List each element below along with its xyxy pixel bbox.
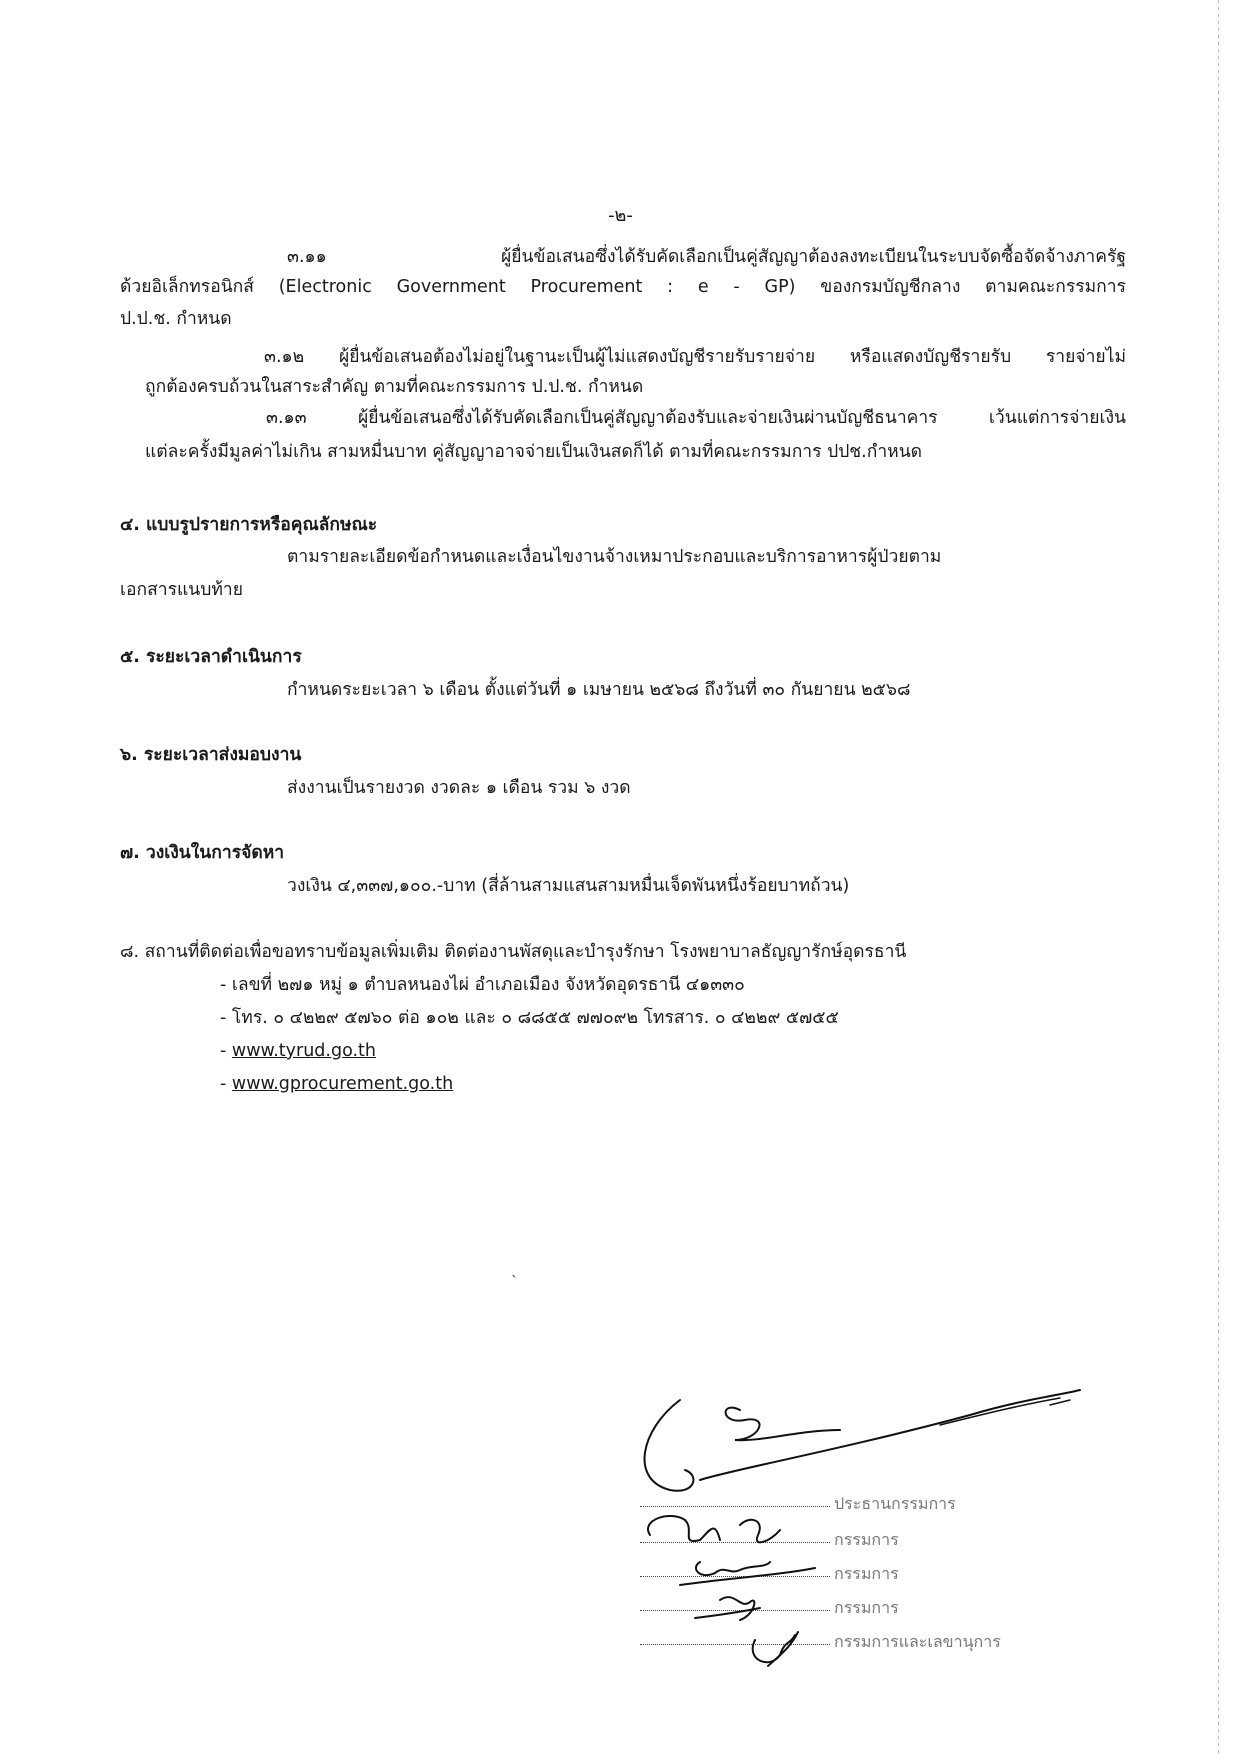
- clause-3-11-line2: ด้วยอิเล็กทรอนิกส์ (Electronic Government Procurement : e - GP) ของกรมบัญชีกลาง ตามคณะกรรมการ: [120, 277, 1126, 297]
- bullet-dash: -: [220, 1041, 232, 1061]
- clause-3-11-line3: ป.ป.ช. กำหนด: [120, 309, 232, 329]
- clause-3-13-line1: ๓.๑๓ ผู้ยื่นข้อเสนอซึ่งได้รับคัดเลือกเป็นคู่สัญญาต้องรับและจ่ายเงินผ่านบัญชีธนาคาร เว้นแต่การจ่ายเงิน: [266, 408, 1126, 428]
- signature-line: [640, 1506, 830, 1507]
- section-8-website1-row: [220, 1039, 376, 1063]
- section-6-text: ส่งงานเป็นรายงวด งวดละ ๑ เดือน รวม ๖ งวด: [287, 778, 631, 798]
- scan-edge-artifact: [1218, 0, 1219, 1755]
- section-7-text: วงเงิน ๔,๓๓๗,๑๐๐.-บาท (สี่ล้านสามแสนสามหมื่นเจ็ดพันหนึ่งร้อยบาทถ้วน): [287, 876, 850, 896]
- signature-line: [640, 1542, 830, 1543]
- signature-row-member-1: [640, 1528, 899, 1553]
- section-8-website2-row: [220, 1072, 453, 1096]
- clause-3-11-line1: ๓.๑๑ ผู้ยื่นข้อเสนอซึ่งได้รับคัดเลือกเป็นคู่สัญญาต้องลงทะเบียนในระบบจัดซื้อจัดจ้างภาครัฐ: [287, 247, 1126, 267]
- signature-role: กรรมการ: [834, 1530, 899, 1549]
- website-link-tyrud[interactable]: www.tyrud.go.th: [231, 1041, 376, 1061]
- stray-mark: ˎ: [511, 1262, 518, 1278]
- section-5-text: กำหนดระยะเวลา ๖ เดือน ตั้งแต่วันที่ ๑ เมษายน ๒๕๖๘ ถึงวันที่ ๓๐ กันยายน ๒๕๖๘: [287, 680, 911, 700]
- clause-3-12-line2: ถูกต้องครบถ้วนในสาระสำคัญ ตามที่คณะกรรมการ ป.ป.ช. กำหนด: [145, 377, 644, 397]
- signature-role: กรรมการ: [834, 1598, 899, 1617]
- section-6-heading: ๖. ระยะเวลาส่งมอบงาน: [120, 745, 302, 765]
- signature-role: กรรมการและเลขานุการ: [834, 1632, 1001, 1651]
- section-8-heading: ๘. สถานที่ติดต่อเพื่อขอทราบข้อมูลเพิ่มเติม ติดต่องานพัสดุและบำรุงรักษา โรงพยาบาลธัญญารักษ์อุดรธานี: [120, 942, 907, 962]
- signature-line: [640, 1576, 830, 1577]
- clause-3-13-line2: แต่ละครั้งมีมูลค่าไม่เกิน สามหมื่นบาท คู่สัญญาอาจจ่ายเป็นเงินสดก็ได้ ตามที่คณะกรรมการ ปปช.กำหนด: [145, 442, 923, 462]
- bullet-dash: -: [220, 1074, 232, 1094]
- section-5-heading: ๕. ระยะเวลาดำเนินการ: [120, 647, 302, 667]
- signature-role: ประธานกรรมการ: [834, 1494, 956, 1513]
- section-4-line2: เอกสารแนบท้าย: [120, 580, 243, 600]
- signature-role: กรรมการ: [834, 1564, 899, 1583]
- website-link-gprocurement[interactable]: www.gprocurement.go.th: [231, 1074, 454, 1094]
- section-8-address: - เลขที่ ๒๗๑ หมู่ ๑ ตำบลหนองไผ่ อำเภอเมือง จังหวัดอุดรธานี ๔๑๓๓๐: [220, 975, 745, 995]
- section-4-line1: ตามรายละเอียดข้อกำหนดและเงื่อนไขงานจ้างเหมาประกอบและบริการอาหารผู้ป่วยตาม: [287, 547, 942, 567]
- section-8-phone: - โทร. ๐ ๔๒๒๙ ๕๗๖๐ ต่อ ๑๐๒ และ ๐ ๘๘๕๕ ๗๗๐๙๒ โทรสาร. ๐ ๔๒๒๙ ๕๗๕๕: [220, 1008, 839, 1028]
- signature-row-chairman: [640, 1492, 956, 1517]
- signature-row-member-2: [640, 1562, 899, 1587]
- signature-block: [640, 1370, 1100, 1690]
- section-4-heading: ๔. แบบรูปรายการหรือคุณลักษณะ: [120, 515, 378, 535]
- clause-3-12-line1: ๓.๑๒ ผู้ยื่นข้อเสนอต้องไม่อยู่ในฐานะเป็นผู้ไม่แสดงบัญชีรายรับรายจ่าย หรือแสดงบัญชีรายรับ รายจ่ายไม่: [264, 347, 1126, 367]
- signature-line: [640, 1610, 830, 1611]
- signature-row-secretary: [640, 1630, 1001, 1655]
- section-7-heading: ๗. วงเงินในการจัดหา: [120, 843, 285, 863]
- signature-row-member-3: [640, 1596, 899, 1621]
- signature-line: [640, 1644, 830, 1645]
- page-number: -๒-: [608, 205, 633, 226]
